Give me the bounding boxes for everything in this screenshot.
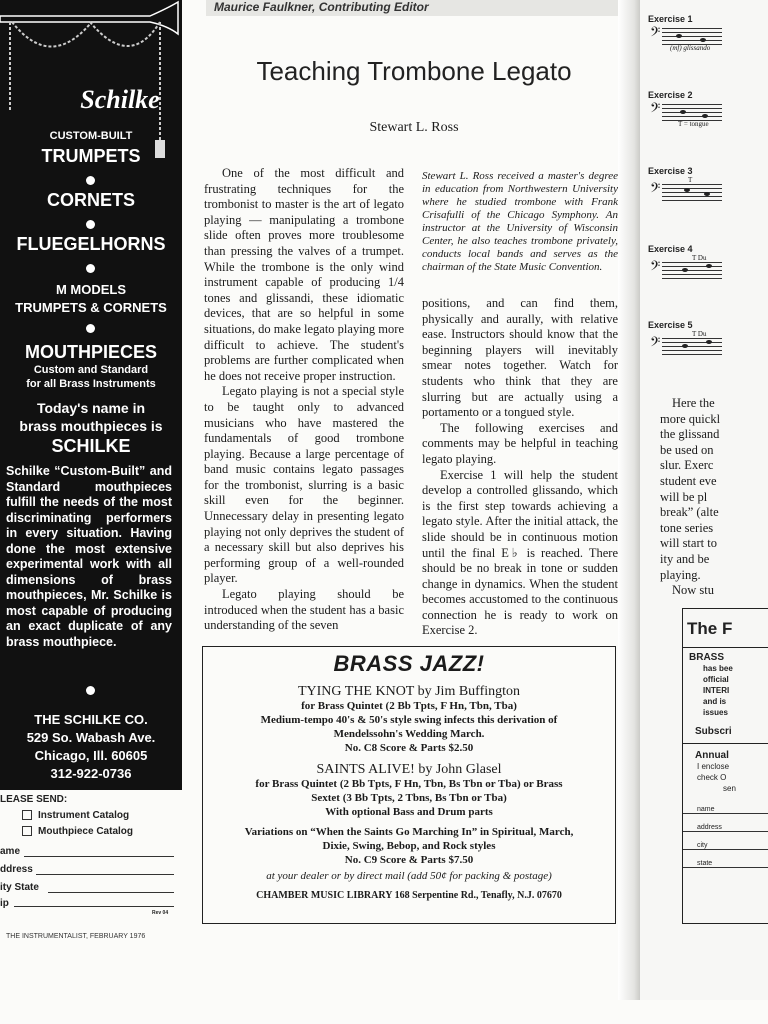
catalog-option-instrument[interactable]: [22, 810, 129, 821]
facing-page: [640, 0, 768, 1000]
note-icon: [702, 114, 708, 118]
item-description: Variations on “When the Saints Go Marching In” in Spiritual, March, Dixie, Swing, Bebop, and Rock styles: [244, 826, 574, 852]
name-field[interactable]: [24, 856, 174, 857]
subscription-box: [682, 608, 768, 924]
item-price: No. C8 Score & Parts $2.50: [344, 742, 474, 754]
ad-line: brass mouthpieces is: [19, 418, 163, 434]
text-line: will start to: [660, 536, 717, 551]
ad-line: Custom and Standard: [33, 364, 149, 376]
note-icon: [704, 192, 710, 196]
ad-line: CUSTOM-BUILT: [49, 130, 133, 142]
zip-field[interactable]: [14, 906, 174, 907]
exercise-mark: T = tongue: [678, 120, 709, 128]
box-line: INTERI: [703, 686, 730, 695]
publisher-address: CHAMBER MUSIC LIBRARY 168 Serpentine Rd., Tenafly, N.J. 07670: [256, 890, 562, 901]
bullet-dot: [86, 176, 95, 185]
bullet-dot: [86, 264, 95, 273]
ad-line: FLUEGELHORNS: [16, 234, 166, 254]
brass-jazz-advertisement: [202, 646, 616, 924]
note-icon: [680, 110, 686, 114]
exercise-5: [648, 320, 758, 354]
address-field[interactable]: address: [683, 814, 768, 832]
annual-label: Annual: [683, 743, 768, 761]
paragraph: Legato playing is not a special style to be taught only to advanced musicians who have mastered the fundamentals of good trombone playing. Because a large percentage of band music contains legato passages for the trombonist, slurring is a basic skill even for the beginner. Unnecessary delay in presenting legato playing not only deprives the student of a necessary skill but also deprives his performing group of a well-rounded player.: [204, 384, 404, 586]
note-icon: [706, 264, 712, 268]
ad-line: TRUMPETS: [41, 146, 141, 166]
ad-line: TRUMPETS & CORNETS: [15, 300, 167, 315]
exercise-mark: T: [688, 176, 693, 184]
item-title: SAINTS ALIVE! by John Glasel: [316, 762, 502, 777]
article-title: Teaching Trombone Legato: [256, 56, 572, 86]
box-line: has bee: [703, 664, 733, 673]
city-state-field[interactable]: [48, 892, 174, 893]
schilke-logo: Schilke: [80, 85, 160, 114]
bass-clef-icon: 𝄢: [650, 336, 661, 353]
note-icon: [682, 268, 688, 272]
paragraph: positions, and can find them, physically and aurally, with relative ease. Instructors should know that the beginning players will inevitably smear notes together. Watch for students who think that they are slurring but are actually using a portamento or a tongued style.: [422, 296, 618, 420]
box-line: official: [703, 675, 729, 684]
box-line: BRASS: [683, 647, 768, 663]
text-line: slur. Exerc: [660, 458, 714, 473]
item-instrumentation: for Brass Quintet (2 Bb Tpts, F Hn, Tbn, Tba): [301, 700, 517, 712]
ad-line: M MODELS: [55, 282, 127, 297]
author-bio: Stewart L. Ross received a master's degree in education from Northwestern University where he studied trombone with Frank Crisafulli of the Chicago Symphony. An instructor at the University of Wisconsin Center, he also teaches trombone privately, conducts local bands and serves as the chairman of the State Music Convention.: [422, 170, 618, 273]
page-footer: THE INSTRUMENTALIST, FEBRUARY 1976: [6, 933, 146, 940]
text-line: be used on: [660, 442, 714, 457]
ad-phone: 312-922-0736: [50, 766, 132, 781]
city-state-label: ity State: [0, 882, 39, 893]
exercise-label: Exercise 1: [648, 14, 693, 24]
music-staff: [650, 26, 722, 44]
bass-clef-icon: 𝄢: [650, 26, 661, 43]
music-staff: [650, 102, 722, 120]
text-line: ity and be: [660, 551, 710, 566]
exercise-2: [648, 90, 758, 128]
text-line: student eve: [660, 473, 717, 488]
ad-line: for all Brass Instruments: [26, 378, 156, 390]
item-price: No. C9 Score & Parts $7.50: [344, 854, 474, 866]
text-line: the glissand: [660, 427, 720, 442]
box-line: and is: [703, 697, 727, 706]
name-label: ame: [0, 846, 21, 857]
paragraph: The following exercises and comments may be helpful in teaching legato playing.: [422, 420, 618, 466]
bullet-dot: [86, 686, 95, 695]
ad-street: 529 So. Wabash Ave.: [26, 730, 156, 745]
ad-company: THE SCHILKE CO.: [34, 712, 148, 727]
form-line: sen: [723, 784, 736, 793]
checkbox[interactable]: [22, 810, 32, 820]
text-line: Here the: [672, 396, 715, 410]
exercise-3: [648, 166, 758, 200]
paragraph: Legato playing should be introduced when the student has a basic understanding of the seven: [204, 587, 404, 633]
exercise-4: [648, 244, 758, 278]
article-column-2: [422, 170, 618, 639]
option-label: Mouthpiece Catalog: [38, 826, 134, 837]
exercise-1: [648, 14, 758, 52]
exercise-mark: T Du: [692, 330, 707, 338]
exercise-mark: (mf) glissando: [670, 44, 711, 52]
paragraph: One of the most difficult and frustrating techniques for the trombonist to master is the art of legato playing — manipulating a trombone slide often proves more troublesome than pressing the valves of a trumpet. While the trombone is the only wind instrument capable of producing 1/4 tones and glissandi, these idiomatic devices, that are so helpful in some situations, do make legato playing more difficult to achieve. The student's problems are further complicated when he does not receive proper instruction.: [204, 166, 404, 383]
form-line: I enclose: [697, 762, 730, 771]
schilke-advertisement: [0, 0, 182, 790]
subscribe-label: Subscri: [695, 726, 732, 737]
please-send-label: LEASE SEND:: [0, 794, 68, 805]
note-icon: [682, 344, 688, 348]
music-staff: [650, 182, 722, 200]
exercise-mark: T Du: [692, 254, 707, 262]
item-instrumentation: for Brass Quintet (2 Bb Tpts, F Hn, Tbn, Bs Tbn or Tba) or Brass Sextet (3 Bb Tpts, 2 Tbns, Bs Tbn or Tba): [255, 778, 563, 804]
text-line: more quickl: [660, 411, 721, 426]
article-column-1: [204, 166, 404, 634]
order-info: at your dealer or by direct mail (add 50¢ for packing & postage): [266, 870, 552, 882]
catalog-order-form: [0, 790, 182, 916]
city-field[interactable]: city: [683, 832, 768, 850]
form-line: check O: [697, 773, 727, 782]
item-title: TYING THE KNOT by Jim Buffington: [297, 684, 521, 699]
music-staff: [650, 260, 722, 278]
state-field[interactable]: state: [683, 850, 768, 868]
catalog-option-mouthpiece[interactable]: [22, 826, 133, 837]
exercise-label: Exercise 3: [648, 166, 693, 176]
text-line: break” (alte: [660, 505, 719, 520]
box-title: The F: [687, 619, 733, 638]
item-description: Medium-tempo 40's & 50's style swing infects this derivation of Mendelssohn's Wedding March.: [260, 714, 558, 740]
ad-line: MOUTHPIECES: [24, 342, 157, 362]
contributing-editor-line: Maurice Faulkner, Contributing Editor: [206, 0, 618, 16]
option-label: Instrument Catalog: [38, 810, 130, 821]
ad-line: Today's name in: [36, 400, 146, 416]
exercise-label: Exercise 4: [648, 244, 693, 254]
exercise-label: Exercise 5: [648, 320, 693, 330]
note-icon: [676, 34, 682, 38]
item-options: With optional Bass and Drum parts: [325, 806, 493, 818]
text-line: playing.: [660, 567, 701, 582]
note-icon: [706, 340, 712, 344]
bass-clef-icon: 𝄢: [650, 260, 661, 277]
ad-city: Chicago, Ill. 60605: [34, 748, 148, 763]
exercise-label: Exercise 2: [648, 90, 693, 100]
ad-body-text: Schilke “Custom-Built” and Standard mouthpieces fulfill the needs of the most discriminating performers in every situation. Having done the most extensive experimental work with all dimensions of brass mouthpieces, Mr. Schilke is most capable of producing an exact duplicate of any brass mouthpiece.: [6, 464, 172, 649]
form-code: Rev 04: [152, 910, 169, 916]
name-field[interactable]: name: [683, 794, 768, 814]
note-icon: [684, 188, 690, 192]
text-line: Now stu: [672, 583, 715, 598]
checkbox[interactable]: [22, 826, 32, 836]
zip-label: ip: [0, 898, 9, 909]
music-staff: [650, 336, 722, 354]
note-icon: [700, 38, 706, 42]
bass-clef-icon: 𝄢: [650, 102, 661, 119]
box-line: issues: [703, 708, 728, 717]
text-line: tone series: [660, 520, 714, 535]
address-label: ddress: [0, 864, 33, 875]
brass-jazz-heading: BRASS JAZZ!: [333, 651, 485, 676]
bass-clef-icon: 𝄢: [650, 182, 661, 199]
address-field[interactable]: [36, 874, 174, 875]
ad-line: CORNETS: [46, 190, 135, 210]
text-line: will be pl: [660, 489, 708, 504]
paragraph: Exercise 1 will help the student develop a controlled glissando, which is the first step towards achieving a legato style. After the initial attack, the slide should be in continuous motion until the final E♭ is reached. There should be no break in tone or sudden change in dynamics. When the student becomes accustomed to the continuous connection he is ready to work on Exercise 2.: [422, 467, 618, 638]
bullet-dot: [86, 220, 95, 229]
facing-page-text: [660, 396, 768, 599]
article-author: Stewart L. Ross: [369, 120, 459, 135]
bullet-dot: [86, 324, 95, 333]
ad-line: SCHILKE: [51, 436, 131, 456]
